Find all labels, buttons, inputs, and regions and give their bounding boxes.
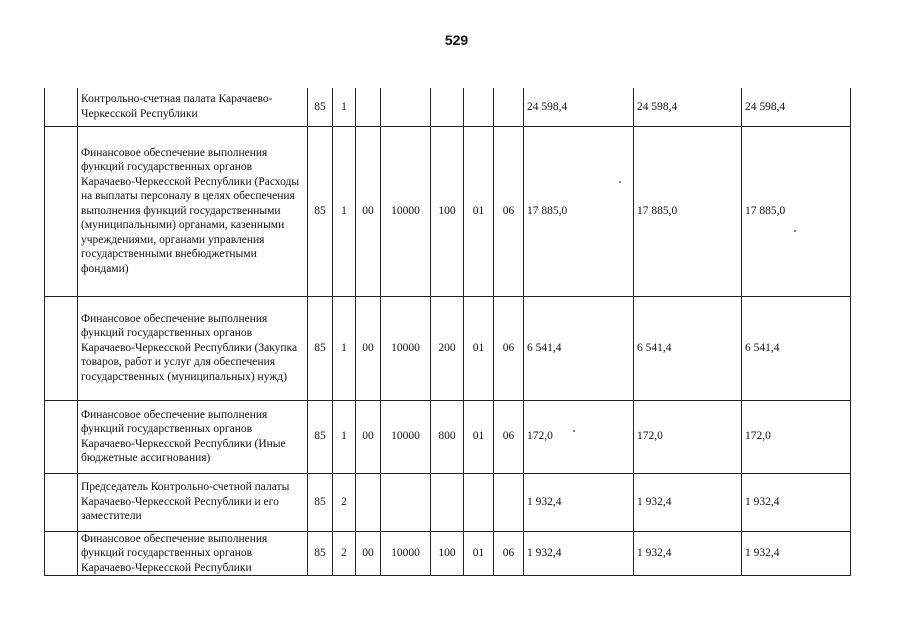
code-cell: 800: [431, 400, 464, 473]
scan-speck: [573, 430, 575, 432]
row-index-cell: [45, 296, 78, 400]
code-cell: 06: [494, 296, 524, 400]
code-cell: 00: [356, 531, 381, 576]
code-cell: 00: [356, 126, 381, 296]
code-cell: 85: [308, 400, 333, 473]
code-cell: [356, 473, 381, 531]
table-row: [45, 400, 851, 473]
amount-cell: 1 932,4: [524, 531, 634, 576]
page-number: 529: [444, 32, 469, 48]
code-cell: [356, 88, 381, 126]
code-cell: 1: [333, 400, 356, 473]
code-cell: 85: [308, 88, 333, 126]
code-cell: 85: [308, 531, 333, 576]
row-name: Финансовое обеспечение выполнения функций государственных органов Карачаево-Черкесской Республики (Расходы на выплаты персоналу в целях обеспечения выполнения функций государственными (муниципальными) органами, казенными учреждениями, органами управления государственными внебюджетными фондами): [78, 126, 308, 296]
code-cell: 00: [356, 400, 381, 473]
amount-cell: 17 885,0: [634, 126, 742, 296]
code-cell: 10000: [381, 531, 431, 576]
amount-cell: 24 598,4: [524, 88, 634, 126]
code-cell: 100: [431, 531, 464, 576]
code-cell: 1: [333, 126, 356, 296]
row-name: Финансовое обеспечение выполнения функций государственных органов Карачаево-Черкесской Республики (Закупка товаров, работ и услуг для обеспечения государственных (муниципальных) нужд): [78, 296, 308, 400]
amount-cell: 6 541,4: [524, 296, 634, 400]
code-cell: [381, 473, 431, 531]
row-name: Финансовое обеспечение выполнения функций государственных органов Карачаево-Черкесской Республики: [78, 531, 308, 576]
code-cell: [431, 473, 464, 531]
row-name: Председатель Контрольно-счетной палаты Карачаево-Черкесской Республики и его заместители: [78, 473, 308, 531]
row-index-cell: [45, 531, 78, 576]
amount-cell: 17 885,0: [524, 126, 634, 296]
code-cell: [494, 473, 524, 531]
code-cell: 01: [464, 296, 494, 400]
code-cell: 01: [464, 531, 494, 576]
row-index-cell: [45, 126, 78, 296]
code-cell: 85: [308, 473, 333, 531]
code-cell: 06: [494, 531, 524, 576]
amount-cell: 24 598,4: [742, 88, 851, 126]
code-cell: 85: [308, 126, 333, 296]
code-cell: 06: [494, 126, 524, 296]
code-cell: 100: [431, 126, 464, 296]
amount-cell: 1 932,4: [634, 531, 742, 576]
row-index-cell: [45, 473, 78, 531]
code-cell: 2: [333, 473, 356, 531]
code-cell: [464, 473, 494, 531]
table-row: [45, 531, 851, 576]
code-cell: [464, 88, 494, 126]
row-index-cell: [45, 400, 78, 473]
code-cell: 01: [464, 400, 494, 473]
code-cell: 06: [494, 400, 524, 473]
table-row: [45, 296, 851, 400]
code-cell: 10000: [381, 296, 431, 400]
code-cell: 200: [431, 296, 464, 400]
amount-cell: 24 598,4: [634, 88, 742, 126]
budget-table: [44, 88, 851, 576]
amount-cell: 1 932,4: [634, 473, 742, 531]
amount-cell: 1 932,4: [524, 473, 634, 531]
amount-cell: 6 541,4: [742, 296, 851, 400]
code-cell: 2: [333, 531, 356, 576]
code-cell: [431, 88, 464, 126]
code-cell: 1: [333, 296, 356, 400]
code-cell: 01: [464, 126, 494, 296]
code-cell: 00: [356, 296, 381, 400]
amount-cell: 1 932,4: [742, 473, 851, 531]
row-index-cell: [45, 88, 78, 126]
scan-speck: [619, 181, 621, 183]
code-cell: 1: [333, 88, 356, 126]
table-body: [45, 88, 851, 576]
amount-cell: 1 932,4: [742, 531, 851, 576]
code-cell: 10000: [381, 400, 431, 473]
amount-cell: 6 541,4: [634, 296, 742, 400]
row-name: Контрольно-счетная палата Карачаево-Черкесской Республики: [78, 88, 308, 126]
row-name: Финансовое обеспечение выполнения функций государственных органов Карачаево-Черкесской Республики (Иные бюджетные ассигнования): [78, 400, 308, 473]
code-cell: [381, 88, 431, 126]
amount-cell: 172,0: [742, 400, 851, 473]
amount-cell: 172,0: [524, 400, 634, 473]
amount-cell: 172,0: [634, 400, 742, 473]
code-cell: [494, 88, 524, 126]
code-cell: 85: [308, 296, 333, 400]
table-row: [45, 473, 851, 531]
amount-cell: 17 885,0: [742, 126, 851, 296]
code-cell: 10000: [381, 126, 431, 296]
scan-speck: [794, 230, 796, 232]
table-row: [45, 126, 851, 296]
table-row: [45, 88, 851, 126]
